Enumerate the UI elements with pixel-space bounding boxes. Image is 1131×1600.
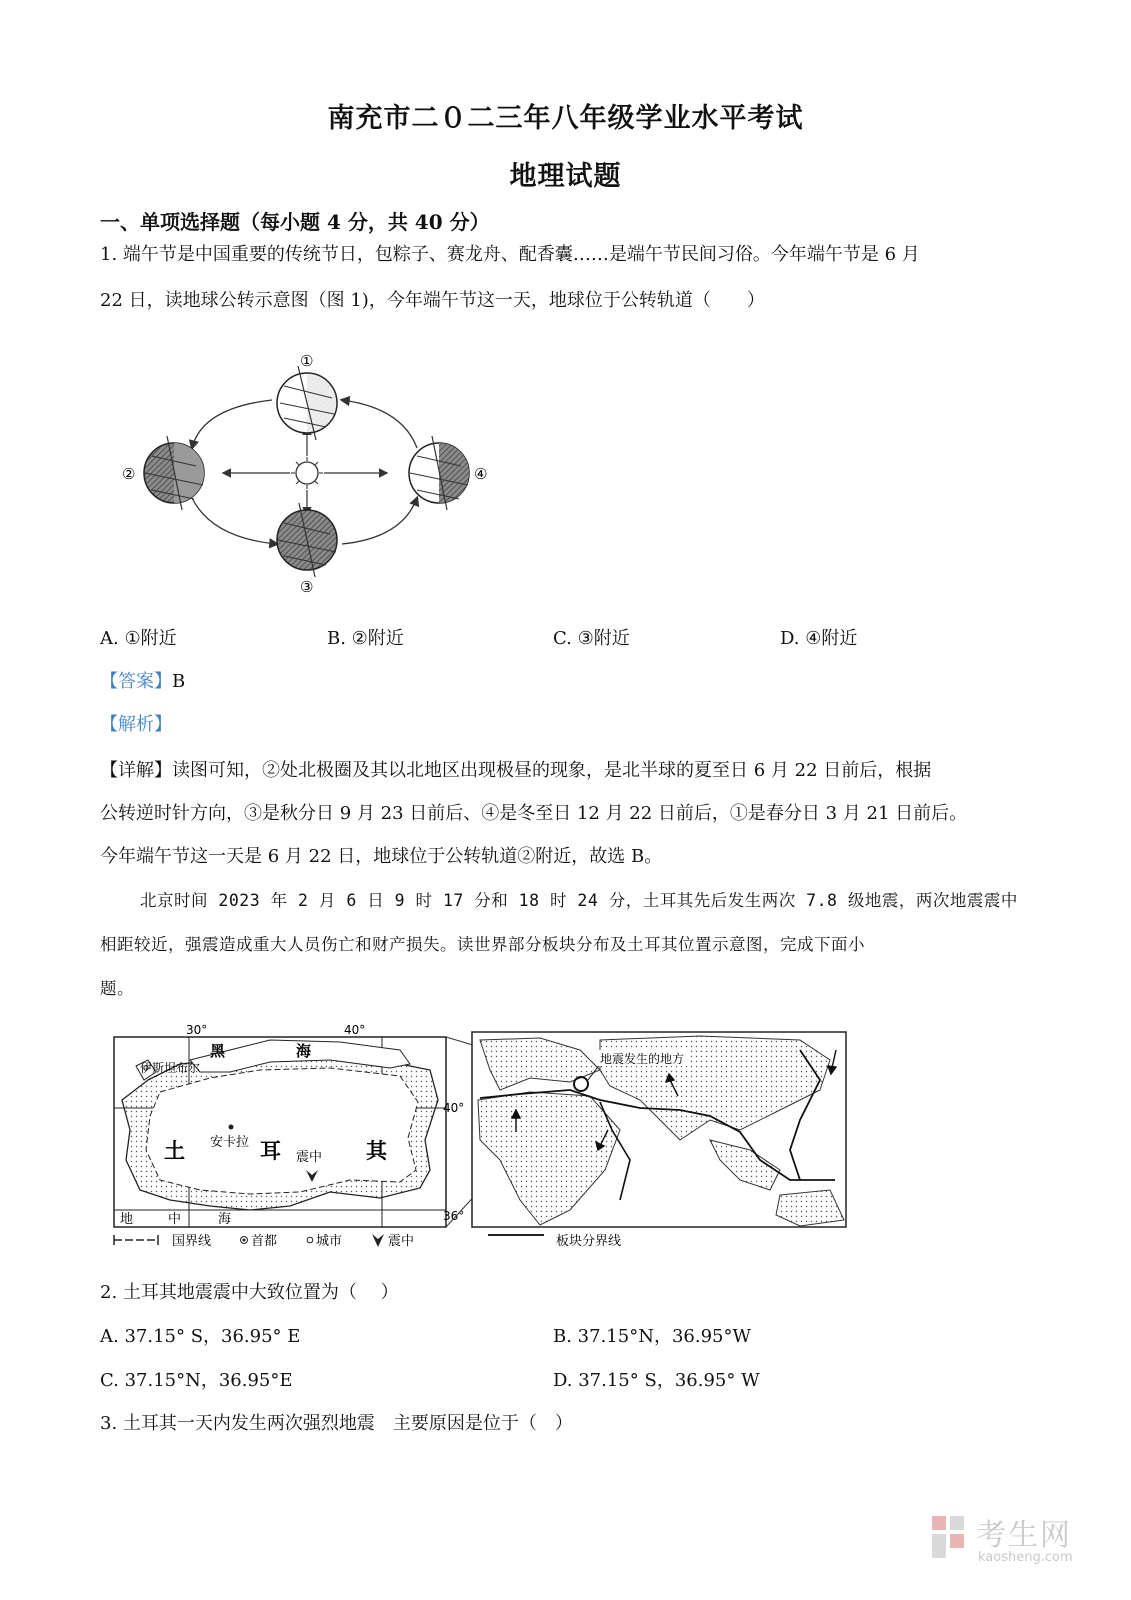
q2-option-a[interactable]: A. 37.15° S，36.95° E [100,1326,301,1347]
revolution-diagram [112,348,502,598]
q2-option-d[interactable]: D. 37.15° S，36.95° W [553,1370,760,1391]
legend-border-label: 国界线 [172,1234,212,1249]
ankara-label: 安卡拉 [210,1135,250,1150]
istanbul-label: 伊斯坦布尔 [140,1061,201,1075]
orbit-arc-4 [342,400,417,448]
legend-capital-label: 首都 [251,1234,278,1249]
figure-label-4: ④ [474,465,488,483]
orbit-arc-3 [342,498,417,544]
figure-label-1: ① [300,352,314,370]
detail-line2: 公转逆时针方向，③是秋分日 9 月 23 日前后、④是冬至日 12 月 22 日前后，①是春分日 3 月 21 日前后。 [100,803,968,824]
q1-stem-line1: 1. 端午节是中国重要的传统节日，包粽子、赛龙舟、配香囊……是端午节民间习俗。今年端午节是 6 月 [100,244,920,265]
earth-position-1 [277,366,337,440]
black-sea-label-2: 海 [296,1042,312,1060]
ankara-marker [229,1125,234,1130]
orbit-arc-1 [192,400,272,448]
answer-line [100,667,185,693]
sun-icon [291,457,323,489]
page-subtitle: 地理试题 [509,161,622,192]
q3-stem: 3. 土耳其一天内发生两次强烈地震 主要原因是位于（ ） [100,1413,573,1434]
watermark-brand: 考生网 [976,1518,1072,1553]
q2-option-c[interactable]: C. 37.15°N，36.95°E [100,1370,293,1391]
med-label-2: 中 [168,1212,182,1227]
lon-30-label: 30° [186,1023,208,1037]
watermark-url: kaosheng.com [978,1550,1073,1565]
quake-site-label: 地震发生的地方 [600,1052,685,1066]
lat-36-label: 36° [443,1209,465,1223]
passage-line3: 题。 [100,979,134,998]
earth-position-2 [144,436,204,510]
earth-position-3 [277,503,337,577]
lat-40-label: 40° [443,1101,465,1115]
q2-option-b[interactable]: B. 37.15°N，36.95°W [553,1326,751,1347]
section-heading: 一、单项选择题（每小题 4 分，共 40 分） [100,210,490,234]
figure-label-2: ② [122,465,136,483]
page-title: 南充市二０二三年八年级学业水平考试 [327,103,804,134]
turkey-plate-map [100,1020,860,1256]
q1-stem-line2: 22 日，读地球公转示意图（图 1)，今年端午节这一天，地球位于公转轨道（ ） [100,290,765,311]
black-sea-label-1: 黑 [210,1042,226,1060]
answer-tag: 【答案】 [100,671,172,692]
q1-option-d[interactable]: D. ④附近 [780,628,858,649]
answer-value: B [172,671,186,692]
detail-line3: 今年端午节这一天是 6 月 22 日，地球位于公转轨道②附近，故选 B。 [100,846,663,867]
q2-stem: 2. 土耳其地震震中大致位置为（ ） [100,1282,399,1303]
detail-tag: 【详解】 [100,760,172,781]
turkey-label-2: 耳 [260,1139,281,1163]
q1-option-a[interactable]: A. ①附近 [100,628,177,649]
plate-boundary-map [472,1032,846,1227]
q1-option-c[interactable]: C. ③附近 [553,628,630,649]
epicenter-label: 震中 [296,1150,323,1165]
med-label-1: 地 [120,1212,134,1227]
orbit-arc-2 [192,498,277,544]
detail-line1: 【详解】读图可知，②处北极圈及其以北地区出现极昼的现象，是北半球的夏至日 6 月 22 日前后，根据 [100,760,932,781]
med-label-3: 海 [218,1212,232,1227]
turkey-map [114,1023,464,1227]
legend-plate-label: 板块分界线 [556,1234,622,1249]
q1-option-b[interactable]: B. ②附近 [327,628,404,649]
turkey-label-3: 其 [366,1139,387,1163]
watermark [926,1510,1116,1570]
legend-epicenter-label: 震中 [388,1234,415,1249]
passage-line2: 相距较近，强震造成重大人员伤亡和财产损失。读世界部分板块分布及土耳其位置示意图，完成下面小 [100,935,865,954]
watermark-logo-icon [926,1512,970,1562]
map-legend [114,1233,621,1249]
passage-line1: 北京时间 2023 年 2 月 6 日 9 时 17 分和 18 时 24 分，土耳其先后发生两次 7.8 级地震，两次地震震中 [140,891,1018,910]
analysis-tag: 【解析】 [100,714,172,735]
legend-city-label: 城市 [316,1234,343,1249]
turkey-label-1: 土 [164,1139,185,1163]
figure-label-3: ③ [300,578,314,596]
lon-40-label: 40° [344,1023,366,1037]
earth-position-4 [409,436,469,510]
